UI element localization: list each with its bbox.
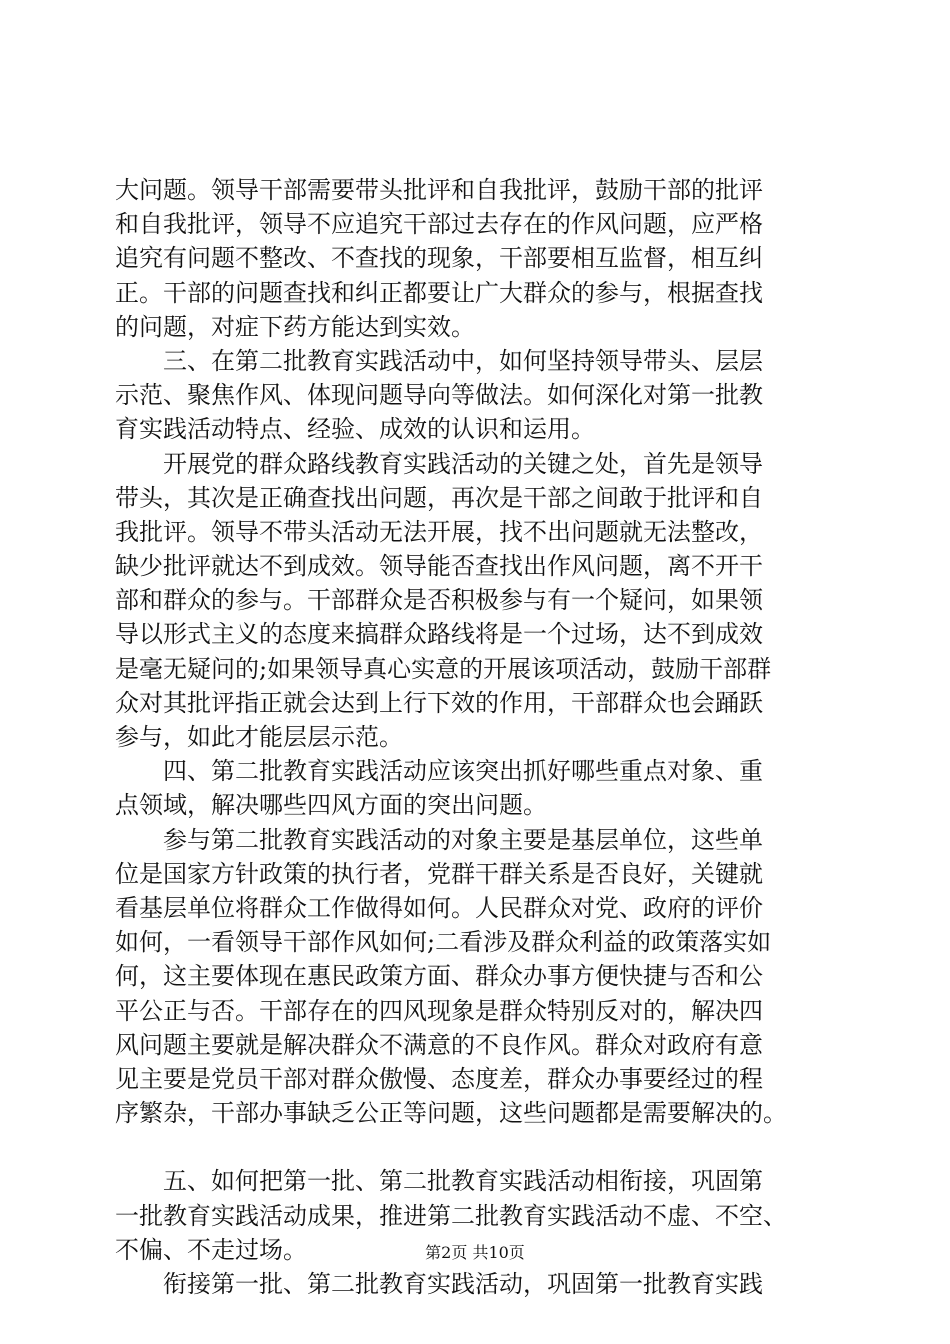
text-line: 我批评。领导不带头活动无法开展，找不出问题就无法整改， xyxy=(115,517,763,546)
text-line: 导以形式主义的态度来搞群众路线将是一个过场，达不到成效 xyxy=(115,620,763,649)
text-line: 大问题。领导干部需要带头批评和自我批评，鼓励干部的批评 xyxy=(115,176,763,204)
text-line: 开展党的群众路线教育实践活动的关键之处，首先是领导 xyxy=(163,449,763,478)
text-line: 序繁杂，干部办事缺乏公正等问题，这些问题都是需要解决的。 xyxy=(115,1099,787,1128)
text-line: 正。干部的问题查找和纠正都要让广大群众的参与，根据查找 xyxy=(115,278,763,307)
text-line: 平公正与否。干部存在的四风现象是群众特别反对的，解决四 xyxy=(115,996,763,1025)
text-line: 位是国家方针政策的执行者，党群干群关系是否良好，关键就 xyxy=(115,859,763,888)
text-line: 三、在第二批教育实践活动中，如何坚持领导带头、层层 xyxy=(163,346,763,375)
text-line: 衔接第一批、第二批教育实践活动，巩固第一批教育实践 xyxy=(163,1270,763,1298)
text-line: 何，这主要体现在惠民政策方面、群众办事方便快捷与否和公 xyxy=(115,962,763,991)
text-line: 是毫无疑问的;如果领导真心实意的开展该项活动，鼓励干部群 xyxy=(115,654,772,683)
blank-line xyxy=(115,1130,850,1164)
text-line: 风问题主要就是解决群众不满意的不良作风。群众对政府有意 xyxy=(115,1030,763,1059)
text-line: 参与，如此才能层层示范。 xyxy=(115,723,403,751)
text-line: 参与第二批教育实践活动的对象主要是基层单位，这些单 xyxy=(163,825,763,854)
text-line: 育实践活动特点、经验、成效的认识和运用。 xyxy=(115,415,595,444)
text-line: 五、如何把第一批、第二批教育实践活动相衔接，巩固第 xyxy=(163,1167,763,1196)
text-line: 见主要是党员干部对群众傲慢、态度差，群众办事要经过的程 xyxy=(115,1064,763,1093)
text-line: 缺少批评就达不到成效。领导能否查找出作风问题，离不开干 xyxy=(115,552,763,581)
text-line: 和自我批评，领导不应追究干部过去存在的作风问题，应严格 xyxy=(115,210,763,239)
text-line: 众对其批评指正就会达到上行下效的作用，干部群众也会踊跃 xyxy=(115,688,763,717)
text-line: 示范、聚焦作风、体现问题导向等做法。如何深化对第一批教 xyxy=(115,381,763,410)
text-line: 四、第二批教育实践活动应该突出抓好哪些重点对象、重 xyxy=(163,757,763,786)
text-line: 不偏、不走过场。 xyxy=(115,1235,307,1264)
text-line: 如何，一看领导干部作风如何;二看涉及群众利益的政策落实如 xyxy=(115,928,772,957)
text-line: 一批教育实践活动成果，推进第二批教育实践活动不虚、不空、 xyxy=(115,1201,787,1230)
text-line: 看基层单位将群众工作做得如何。人民群众对党、政府的评价 xyxy=(115,893,763,922)
text-line: 点领域，解决哪些四风方面的突出问题。 xyxy=(115,791,547,820)
text-line: 的问题，对症下药方能达到实效。 xyxy=(115,312,475,341)
page-number-footer: 第2页 共10页 xyxy=(425,1243,525,1262)
text-line: 追究有问题不整改、不查找的现象，干部要相互监督，相互纠 xyxy=(115,244,763,273)
document-body xyxy=(115,173,850,1301)
text-line: 带头，其次是正确查找出问题，再次是干部之间敢于批评和自 xyxy=(115,483,763,512)
text-line: 部和群众的参与。干部群众是否积极参与有一个疑问，如果领 xyxy=(115,586,763,615)
